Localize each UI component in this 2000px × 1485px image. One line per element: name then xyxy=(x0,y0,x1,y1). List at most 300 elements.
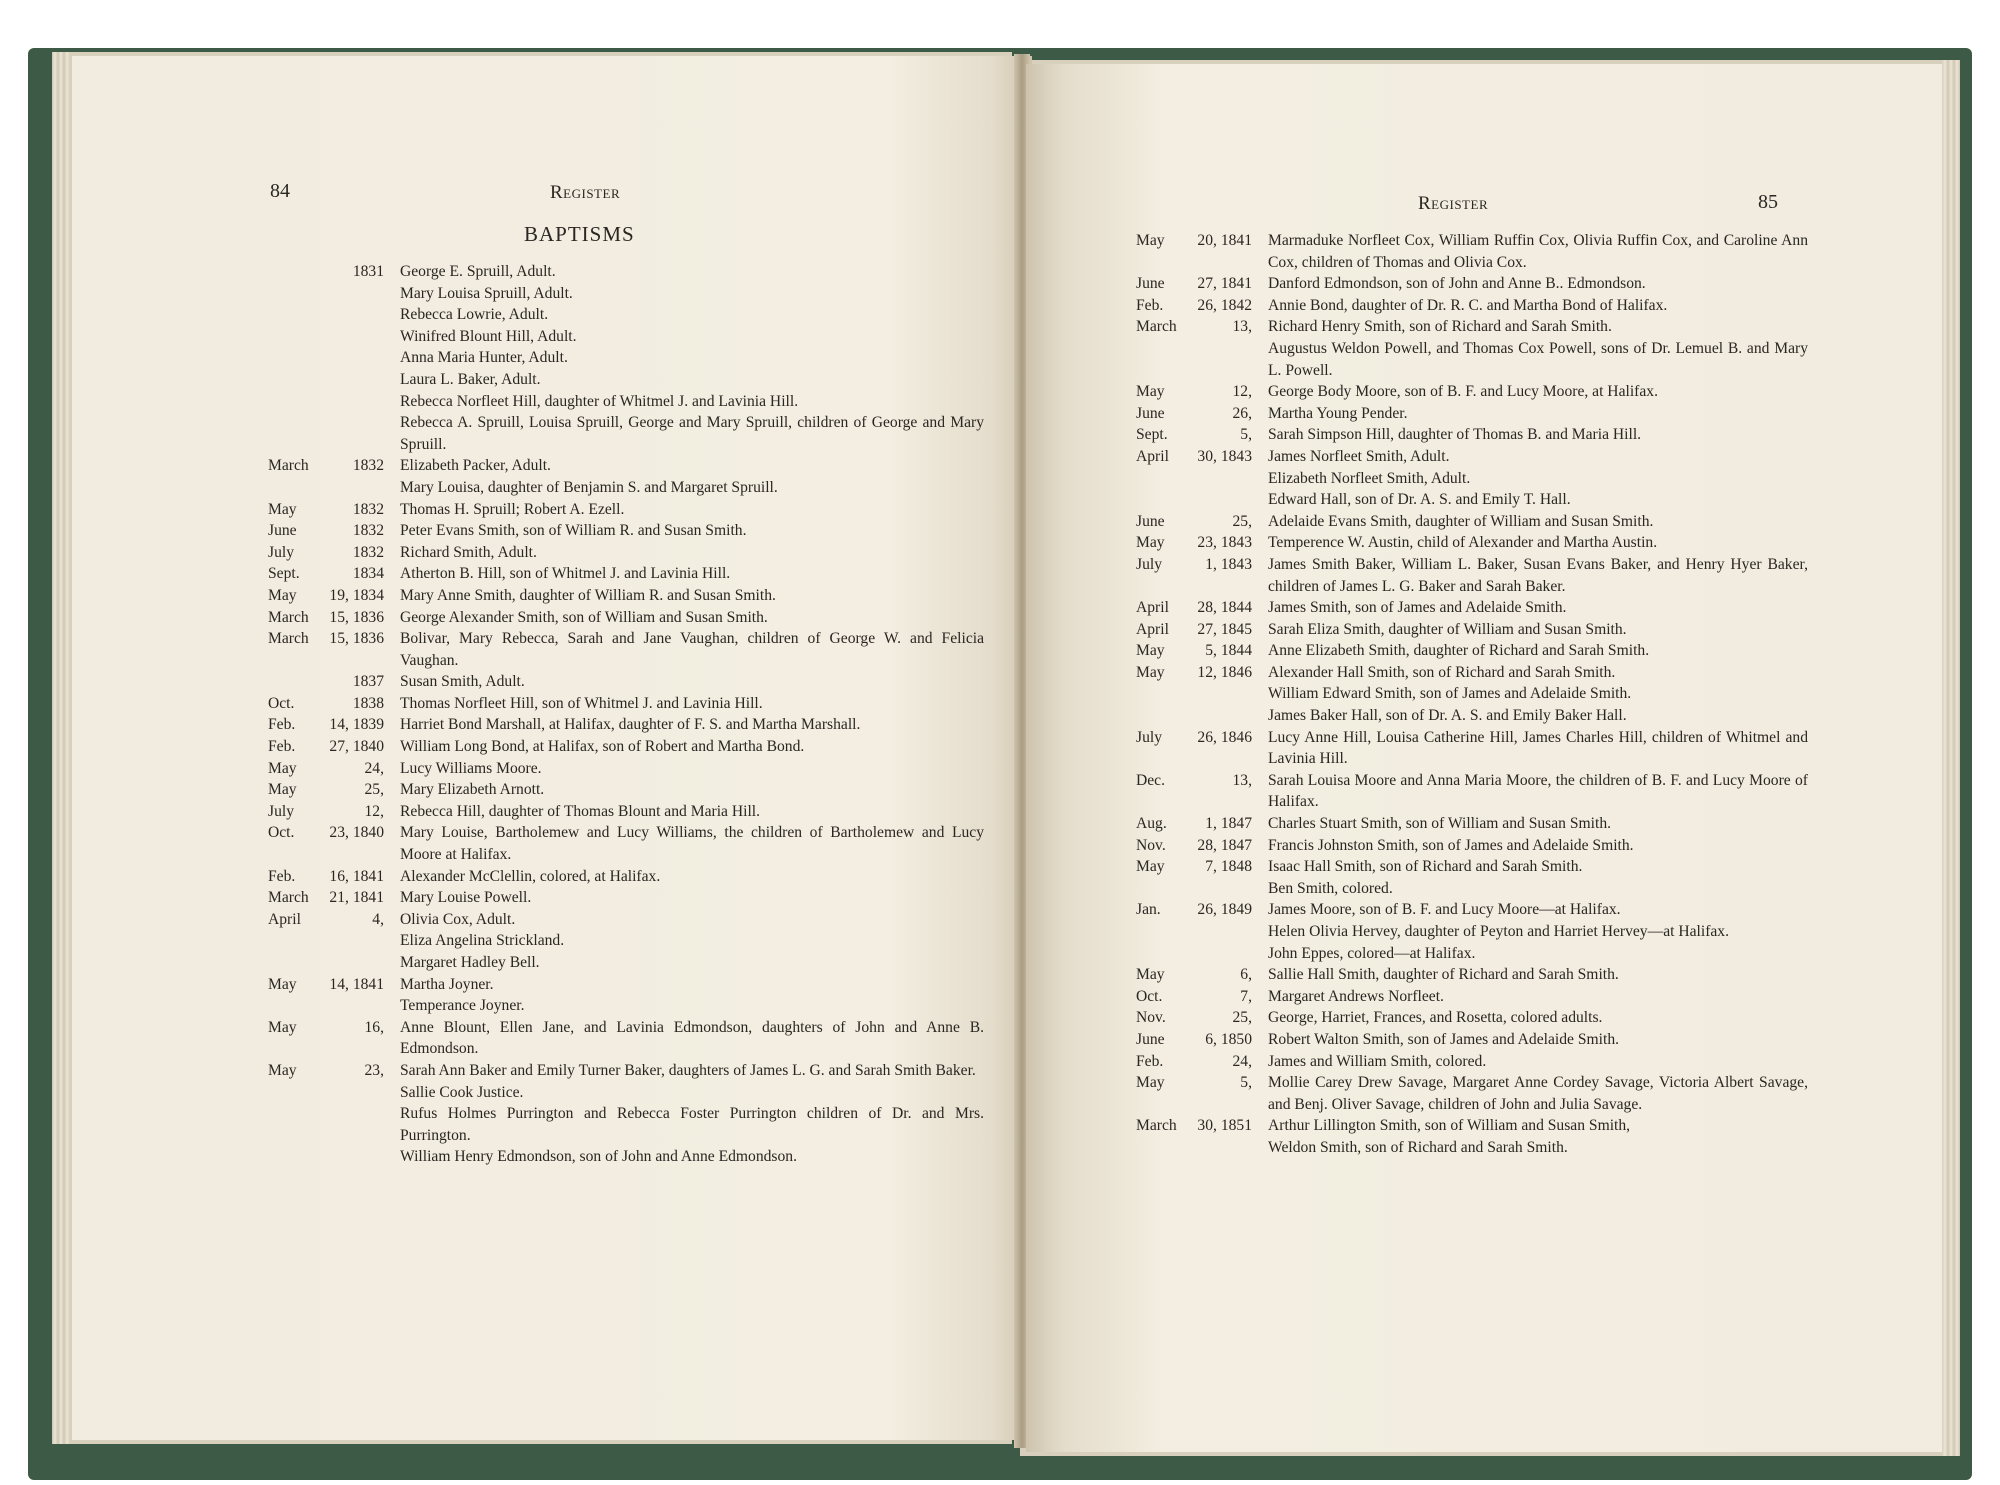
baptism-entry xyxy=(1136,511,1808,533)
baptism-entry xyxy=(268,693,984,715)
page-number-left: 84 xyxy=(270,180,290,202)
baptism-entry xyxy=(1136,597,1808,619)
baptism-entry xyxy=(268,477,984,499)
entry-month xyxy=(1136,489,1194,511)
entry-date: 7, 1848 xyxy=(1205,858,1252,876)
entry-text: Danford Edmondson, son of John and Anne B.. Edmondson. xyxy=(1268,275,1646,293)
entry-month: June xyxy=(1136,275,1165,293)
entry-month: May xyxy=(268,1061,297,1079)
baptism-entry xyxy=(1136,1029,1808,1051)
entry-month xyxy=(268,304,326,326)
entry-month: May xyxy=(1136,1074,1165,1092)
entry-date: 20, 1841 xyxy=(1197,232,1252,249)
baptism-entry xyxy=(1136,381,1808,403)
entry-date: 28, 1847 xyxy=(1197,836,1252,854)
entry-date xyxy=(326,412,384,455)
entry-month: Nov. xyxy=(1136,836,1166,854)
entry-text: George E. Spruill, Adult. xyxy=(400,263,556,280)
entry-text: Weldon Smith, son of Richard and Sarah Smith. xyxy=(1268,1138,1568,1156)
baptism-entry xyxy=(1136,705,1808,727)
baptism-entry xyxy=(268,347,984,369)
entry-month: Feb. xyxy=(268,738,296,756)
entry-date: 6, 1850 xyxy=(1205,1030,1252,1048)
entry-text: Martha Young Pender. xyxy=(1268,404,1408,422)
entry-text: John Eppes, colored—at Halifax. xyxy=(1268,944,1476,962)
entry-text: Thomas H. Spruill; Robert A. Ezell. xyxy=(400,500,625,518)
entry-date: 27, 1841 xyxy=(1197,275,1252,293)
baptism-entry xyxy=(1136,1137,1808,1159)
baptism-entry xyxy=(1136,1072,1808,1115)
entry-month: May xyxy=(1136,858,1165,876)
entry-text: Richard Henry Smith, son of Richard and Sarah Smith. xyxy=(1268,318,1612,336)
baptism-entry xyxy=(1136,1051,1808,1073)
entry-month xyxy=(268,1082,326,1104)
entry-text: Sarah Simpson Hill, daughter of Thomas B. and Maria Hill. xyxy=(1268,426,1642,444)
entry-date xyxy=(326,326,384,348)
entry-text: Mary Louise, Bartholemew and Lucy Williams, the children of Bartholemew and Lucy Moore at Halifax. xyxy=(400,824,984,864)
entry-text: Adelaide Evans Smith, daughter of William and Susan Smith. xyxy=(1268,512,1654,530)
baptism-entry xyxy=(268,952,984,974)
entry-date: 1832 xyxy=(352,543,384,561)
baptism-entry xyxy=(268,1017,984,1060)
entry-date: 23, 1843 xyxy=(1197,534,1252,552)
baptism-entry xyxy=(1136,554,1808,597)
baptism-entry xyxy=(1136,662,1808,684)
entry-date xyxy=(1194,943,1252,965)
baptism-entry xyxy=(1136,230,1808,273)
entry-month: Aug. xyxy=(1136,815,1167,833)
entry-month: March xyxy=(1136,318,1177,336)
baptism-entry xyxy=(1136,856,1808,878)
entry-text: Rebecca Hill, daughter of Thomas Blount and Maria Hill. xyxy=(400,802,761,820)
baptism-entry xyxy=(1136,468,1808,490)
entry-text: Edward Hall, son of Dr. A. S. and Emily T. Hall. xyxy=(1268,491,1571,509)
entry-text: Sallie Cook Justice. xyxy=(400,1083,524,1101)
entry-month: May xyxy=(1136,663,1165,681)
entry-date: 25, xyxy=(1232,1009,1252,1027)
entry-text: Temperance Joyner. xyxy=(400,997,525,1015)
entry-date xyxy=(1194,468,1252,490)
entry-text: Laura L. Baker, Adult. xyxy=(400,370,541,388)
entry-text: Mollie Carey Drew Savage, Margaret Anne Cordey Savage, Victoria Albert Savage, and Benj. Oliver Savage, children of John and Julia Savage. xyxy=(1268,1074,1808,1113)
entry-date: 5, xyxy=(1240,426,1252,444)
entry-text: Anna Maria Hunter, Adult. xyxy=(400,349,568,367)
entry-date: 5, 1844 xyxy=(1205,642,1252,660)
baptism-entry xyxy=(268,1060,984,1082)
entry-date: 13, xyxy=(1232,771,1252,789)
entry-text: Sallie Hall Smith, daughter of Richard and Sarah Smith. xyxy=(1268,966,1619,984)
entry-date: 25, xyxy=(1232,512,1252,530)
entry-month xyxy=(1136,921,1194,943)
entry-month: March xyxy=(268,889,309,907)
baptism-entry xyxy=(268,930,984,952)
baptism-entry xyxy=(1136,727,1808,770)
entry-date: 27, 1840 xyxy=(329,738,384,756)
entry-date xyxy=(326,995,384,1017)
entry-text: James Norfleet Smith, Adult. xyxy=(1268,447,1450,465)
baptism-entry xyxy=(268,499,984,521)
entry-month xyxy=(268,261,326,283)
entry-text: Sarah Ann Baker and Emily Turner Baker, daughters of James L. G. and Sarah Smith Baker. xyxy=(400,1061,976,1079)
entry-text: Rebecca A. Spruill, Louisa Spruill, George and Mary Spruill, children of George and Mary Spruill. xyxy=(400,414,984,453)
entry-text: William Edward Smith, son of James and Adelaide Smith. xyxy=(1268,685,1632,703)
entry-text: Elizabeth Packer, Adult. xyxy=(400,457,551,475)
page-number-right: 85 xyxy=(1758,191,1778,213)
entry-month: April xyxy=(1136,447,1169,465)
baptism-entry xyxy=(268,714,984,736)
entry-month xyxy=(268,995,326,1017)
entry-month: May xyxy=(1136,232,1165,249)
baptism-entry xyxy=(268,261,984,283)
entry-text: Mary Louisa, daughter of Benjamin S. and Margaret Spruill. xyxy=(400,478,778,496)
entry-month xyxy=(268,369,326,391)
entry-month: Nov. xyxy=(1136,1009,1166,1027)
entry-text: Eliza Angelina Strickland. xyxy=(400,932,565,950)
entry-date: 24, xyxy=(1232,1052,1252,1070)
entry-date xyxy=(326,283,384,305)
entry-date xyxy=(326,1146,384,1168)
baptism-entry xyxy=(1136,943,1808,965)
entry-text: Rebecca Lowrie, Adult. xyxy=(400,306,549,324)
baptism-entry xyxy=(268,563,984,585)
entry-text: Charles Stuart Smith, son of William and Susan Smith. xyxy=(1268,815,1612,833)
entry-date xyxy=(1194,878,1252,900)
entry-date: 16, 1841 xyxy=(329,867,384,885)
baptism-entry xyxy=(268,455,984,477)
entry-date: 1834 xyxy=(352,565,384,583)
entry-text: Robert Walton Smith, son of James and Adelaide Smith. xyxy=(1268,1030,1620,1048)
entry-date: 12, xyxy=(1232,383,1252,401)
section-title: BAPTISMS xyxy=(524,222,635,246)
entry-date: 5, xyxy=(1240,1074,1252,1092)
baptism-entry xyxy=(1136,446,1808,468)
entry-date: 23, xyxy=(364,1061,384,1079)
entry-date xyxy=(1194,489,1252,511)
entry-date: 1837 xyxy=(352,673,384,691)
entry-month xyxy=(1136,338,1194,381)
baptism-entry xyxy=(1136,878,1808,900)
entry-month: Sept. xyxy=(1136,426,1168,444)
entry-date: 14, 1839 xyxy=(329,716,384,734)
entry-text: Margaret Hadley Bell. xyxy=(400,954,540,971)
entry-month: May xyxy=(268,586,297,604)
baptism-entry xyxy=(268,520,984,542)
entry-date: 21, 1841 xyxy=(329,889,384,907)
entry-month xyxy=(268,347,326,369)
entry-month: March xyxy=(268,630,309,648)
baptism-entry xyxy=(268,779,984,801)
entry-date xyxy=(326,930,384,952)
baptism-entry xyxy=(1136,489,1808,511)
entry-text: Mary Anne Smith, daughter of William R. and Susan Smith. xyxy=(400,586,776,604)
entry-text: Mary Elizabeth Arnott. xyxy=(400,781,545,799)
baptism-entry xyxy=(1136,1115,1808,1137)
entry-month: June xyxy=(268,522,297,540)
entry-date: 1831 xyxy=(352,263,384,280)
entry-date xyxy=(326,1082,384,1104)
entry-text: Richard Smith, Adult. xyxy=(400,543,537,561)
entry-text: Sarah Eliza Smith, daughter of William and Susan Smith. xyxy=(1268,620,1627,638)
entry-month: May xyxy=(268,1018,297,1036)
entry-date xyxy=(1194,338,1252,381)
baptism-entry xyxy=(268,369,984,391)
baptism-entry xyxy=(268,866,984,888)
entry-date: 13, xyxy=(1232,318,1252,336)
entry-date xyxy=(1194,683,1252,705)
running-head-right: Register xyxy=(1418,193,1489,214)
entry-month: Feb. xyxy=(268,716,296,734)
baptism-entry xyxy=(1136,813,1808,835)
entry-text: Alexander McClellin, colored, at Halifax. xyxy=(400,867,661,885)
entry-date: 12, xyxy=(364,802,384,820)
entry-text: Sarah Louisa Moore and Anna Maria Moore, the children of B. F. and Lucy Moore of Halifax. xyxy=(1268,771,1808,811)
entry-date: 1, 1847 xyxy=(1205,815,1252,833)
entry-month: June xyxy=(1136,404,1165,422)
entry-date xyxy=(326,1103,384,1146)
entry-date xyxy=(326,369,384,391)
baptism-entry xyxy=(268,304,984,326)
entry-month xyxy=(268,326,326,348)
entry-date xyxy=(1194,705,1252,727)
entry-month: May xyxy=(268,781,297,799)
baptism-entry xyxy=(1136,273,1808,295)
baptism-entry xyxy=(268,974,984,996)
entry-month: March xyxy=(268,608,309,626)
entry-month: May xyxy=(268,500,297,518)
baptism-entry xyxy=(268,801,984,823)
baptism-entry xyxy=(1136,770,1808,813)
baptism-entry xyxy=(1136,295,1808,317)
entry-date xyxy=(326,477,384,499)
baptism-list-left xyxy=(268,261,984,1168)
entry-text: James and William Smith, colored. xyxy=(1268,1052,1487,1070)
entry-month: May xyxy=(268,975,297,993)
entry-date: 28, 1844 xyxy=(1197,599,1252,617)
entry-text: Mary Louisa Spruill, Adult. xyxy=(400,284,573,302)
entry-month xyxy=(268,1103,326,1146)
baptism-entry xyxy=(268,822,984,865)
entry-text: Mary Louise Powell. xyxy=(400,889,532,907)
entry-text: Anne Elizabeth Smith, daughter of Richard and Sarah Smith. xyxy=(1268,642,1650,660)
entry-text: Martha Joyner. xyxy=(400,975,494,993)
baptism-entry xyxy=(1136,316,1808,338)
entry-month: May xyxy=(1136,383,1165,401)
entry-text: George Body Moore, son of B. F. and Lucy Moore, at Halifax. xyxy=(1268,383,1658,401)
entry-text: George Alexander Smith, son of William and Susan Smith. xyxy=(400,608,768,626)
left-page xyxy=(72,56,1032,1440)
baptism-entry xyxy=(1136,964,1808,986)
baptism-entry xyxy=(268,628,984,671)
entry-text: Augustus Weldon Powell, and Thomas Cox Powell, sons of Dr. Lemuel B. and Mary L. Powell. xyxy=(1268,339,1808,379)
entry-date: 6, xyxy=(1240,966,1252,984)
entry-text: Atherton B. Hill, son of Whitmel J. and Lavinia Hill. xyxy=(400,565,731,583)
entry-month: Dec. xyxy=(1136,771,1166,789)
baptism-entry xyxy=(268,1146,984,1168)
entry-date: 7, xyxy=(1240,987,1252,1005)
entry-month: June xyxy=(1136,512,1165,530)
entry-date xyxy=(326,347,384,369)
entry-month xyxy=(268,391,326,413)
entry-month: Feb. xyxy=(1136,1052,1164,1070)
entry-month: July xyxy=(268,802,294,820)
entry-text: William Henry Edmondson, son of John and Anne Edmondson. xyxy=(400,1148,797,1166)
entry-text: James Smith, son of James and Adelaide Smith. xyxy=(1268,599,1567,617)
baptism-entry xyxy=(1136,619,1808,641)
baptism-entry xyxy=(268,585,984,607)
entry-month: Feb. xyxy=(1136,296,1164,314)
entry-month xyxy=(1136,1137,1194,1159)
entry-date: 26, xyxy=(1232,404,1252,422)
entry-date: 19, 1834 xyxy=(329,586,384,604)
entry-month: July xyxy=(1136,555,1162,573)
baptism-entry xyxy=(1136,640,1808,662)
entry-date: 30, 1851 xyxy=(1197,1117,1252,1135)
entry-text: Harriet Bond Marshall, at Halifax, daughter of F. S. and Martha Marshall. xyxy=(400,716,861,734)
entry-date: 24, xyxy=(364,759,384,777)
entry-month: Feb. xyxy=(268,867,296,885)
entry-text: Anne Blount, Ellen Jane, and Lavinia Edmondson, daughters of John and Anne B. Edmondson. xyxy=(400,1018,984,1058)
baptism-entry xyxy=(268,326,984,348)
entry-month xyxy=(1136,705,1194,727)
entry-date: 30, 1843 xyxy=(1197,447,1252,465)
entry-date xyxy=(326,304,384,326)
entry-text: Peter Evans Smith, son of William R. and Susan Smith. xyxy=(400,522,747,540)
entry-text: Annie Bond, daughter of Dr. R. C. and Martha Bond of Halifax. xyxy=(1268,296,1668,314)
entry-date: 1832 xyxy=(352,500,384,518)
entry-month: March xyxy=(1136,1117,1177,1135)
baptism-entry xyxy=(268,607,984,629)
entry-month xyxy=(268,412,326,455)
baptism-entry xyxy=(1136,899,1808,921)
entry-text: Olivia Cox, Adult. xyxy=(400,910,516,928)
entry-date: 25, xyxy=(364,781,384,799)
entry-month: April xyxy=(1136,620,1169,638)
entry-month: Oct. xyxy=(268,824,295,842)
entry-month: July xyxy=(268,543,294,561)
entry-text: James Moore, son of B. F. and Lucy Moore—at Halifax. xyxy=(1268,901,1621,919)
entry-date: 1, 1843 xyxy=(1205,555,1252,573)
entry-month: Oct. xyxy=(1136,987,1163,1005)
entry-month: May xyxy=(268,759,297,777)
entry-date xyxy=(1194,1137,1252,1159)
entry-month xyxy=(1136,468,1194,490)
entry-month: May xyxy=(1136,534,1165,552)
entry-date: 14, 1841 xyxy=(329,975,384,993)
entry-text: Winifred Blount Hill, Adult. xyxy=(400,327,577,345)
baptism-list-right xyxy=(1136,230,1808,1159)
baptism-entry xyxy=(1136,1007,1808,1029)
entry-month: Sept. xyxy=(268,565,300,583)
entry-date: 1832 xyxy=(352,457,384,475)
entry-date: 26, 1846 xyxy=(1197,728,1252,746)
entry-text: Lucy Anne Hill, Louisa Catherine Hill, James Charles Hill, children of Whitmel and Lavinia Hill. xyxy=(1268,728,1808,768)
entry-month: Oct. xyxy=(268,694,295,712)
entry-text: Isaac Hall Smith, son of Richard and Sarah Smith. xyxy=(1268,858,1583,876)
entry-text: James Baker Hall, son of Dr. A. S. and Emily Baker Hall. xyxy=(1268,707,1627,725)
entry-month xyxy=(268,930,326,952)
entry-text: George, Harriet, Frances, and Rosetta, colored adults. xyxy=(1268,1009,1603,1027)
entry-month xyxy=(1136,878,1194,900)
entry-text: Rufus Holmes Purrington and Rebecca Foster Purrington children of Dr. and Mrs. Purrington. xyxy=(400,1105,984,1144)
entry-text: James Smith Baker, William L. Baker, Susan Evans Baker, and Henry Hyer Baker, children of James L. G. Baker and Sarah Baker. xyxy=(1268,555,1808,595)
baptism-entry xyxy=(1136,683,1808,705)
entry-date: 12, 1846 xyxy=(1197,663,1252,681)
entry-month: March xyxy=(268,457,309,475)
entry-text: Helen Olivia Hervey, daughter of Peyton and Harriet Hervey—at Halifax. xyxy=(1268,923,1729,940)
entry-month: April xyxy=(1136,599,1169,617)
running-head-left: Register xyxy=(550,182,621,203)
entry-date xyxy=(326,952,384,974)
entry-text: Thomas Norfleet Hill, son of Whitmel J. and Lavinia Hill. xyxy=(400,694,763,712)
baptism-entry xyxy=(1136,921,1808,943)
baptism-entry xyxy=(268,995,984,1017)
baptism-entry xyxy=(268,283,984,305)
baptism-entry xyxy=(268,736,984,758)
baptism-entry xyxy=(1136,835,1808,857)
entry-month xyxy=(1136,683,1194,705)
entry-date: 27, 1845 xyxy=(1197,620,1252,638)
entry-month xyxy=(268,477,326,499)
entry-text: Alexander Hall Smith, son of Richard and Sarah Smith. xyxy=(1268,663,1616,681)
entry-month: April xyxy=(268,910,301,928)
entry-month: May xyxy=(1136,966,1165,984)
baptism-entry xyxy=(268,412,984,455)
entry-date: 16, xyxy=(364,1018,384,1036)
baptism-entry xyxy=(1136,532,1808,554)
entry-date: 15, 1836 xyxy=(329,608,384,626)
entry-text: Elizabeth Norfleet Smith, Adult. xyxy=(1268,469,1471,487)
entry-month: May xyxy=(1136,642,1165,660)
entry-text: Lucy Williams Moore. xyxy=(400,759,542,777)
entry-text: Ben Smith, colored. xyxy=(1268,879,1393,897)
baptism-entry xyxy=(1136,424,1808,446)
entry-text: Arthur Lillington Smith, son of William and Susan Smith, xyxy=(1268,1117,1631,1135)
entry-date: 4, xyxy=(372,910,384,928)
entry-date: 26, 1842 xyxy=(1197,296,1252,314)
baptism-entry xyxy=(1136,986,1808,1008)
baptism-entry xyxy=(268,1082,984,1104)
entry-date xyxy=(326,391,384,413)
baptism-entry xyxy=(268,542,984,564)
entry-month xyxy=(268,283,326,305)
baptism-entry xyxy=(268,887,984,909)
entry-text: Rebecca Norfleet Hill, daughter of Whitmel J. and Lavinia Hill. xyxy=(400,392,799,410)
entry-text: Francis Johnston Smith, son of James and Adelaide Smith. xyxy=(1268,836,1634,854)
entry-date: 23, 1840 xyxy=(329,824,384,842)
entry-month: June xyxy=(1136,1030,1165,1048)
entry-date: 1832 xyxy=(352,522,384,540)
entry-text: Bolivar, Mary Rebecca, Sarah and Jane Vaughan, children of George W. and Felicia Vaughan. xyxy=(400,630,984,669)
entry-date xyxy=(1194,921,1252,943)
entry-month xyxy=(1136,943,1194,965)
entry-text: Temperence W. Austin, child of Alexander and Martha Austin. xyxy=(1268,534,1658,552)
entry-text: Susan Smith, Adult. xyxy=(400,673,525,691)
entry-month xyxy=(268,952,326,974)
entry-date: 26, 1849 xyxy=(1197,901,1252,919)
entry-date: 15, 1836 xyxy=(329,630,384,648)
baptism-entry xyxy=(268,1103,984,1146)
entry-text: Margaret Andrews Norfleet. xyxy=(1268,987,1444,1005)
baptism-entry xyxy=(268,909,984,931)
entry-month: July xyxy=(1136,728,1162,746)
baptism-entry xyxy=(268,758,984,780)
baptism-entry xyxy=(1136,403,1808,425)
entry-date: 1838 xyxy=(352,694,384,712)
entry-text: Marmaduke Norfleet Cox, William Ruffin Cox, Olivia Ruffin Cox, and Caroline Ann Cox, children of Thomas and Olivia Cox. xyxy=(1268,232,1808,271)
entry-month: Jan. xyxy=(1136,901,1161,919)
right-page xyxy=(1026,64,1942,1452)
entry-text: William Long Bond, at Halifax, son of Robert and Martha Bond. xyxy=(400,738,805,756)
